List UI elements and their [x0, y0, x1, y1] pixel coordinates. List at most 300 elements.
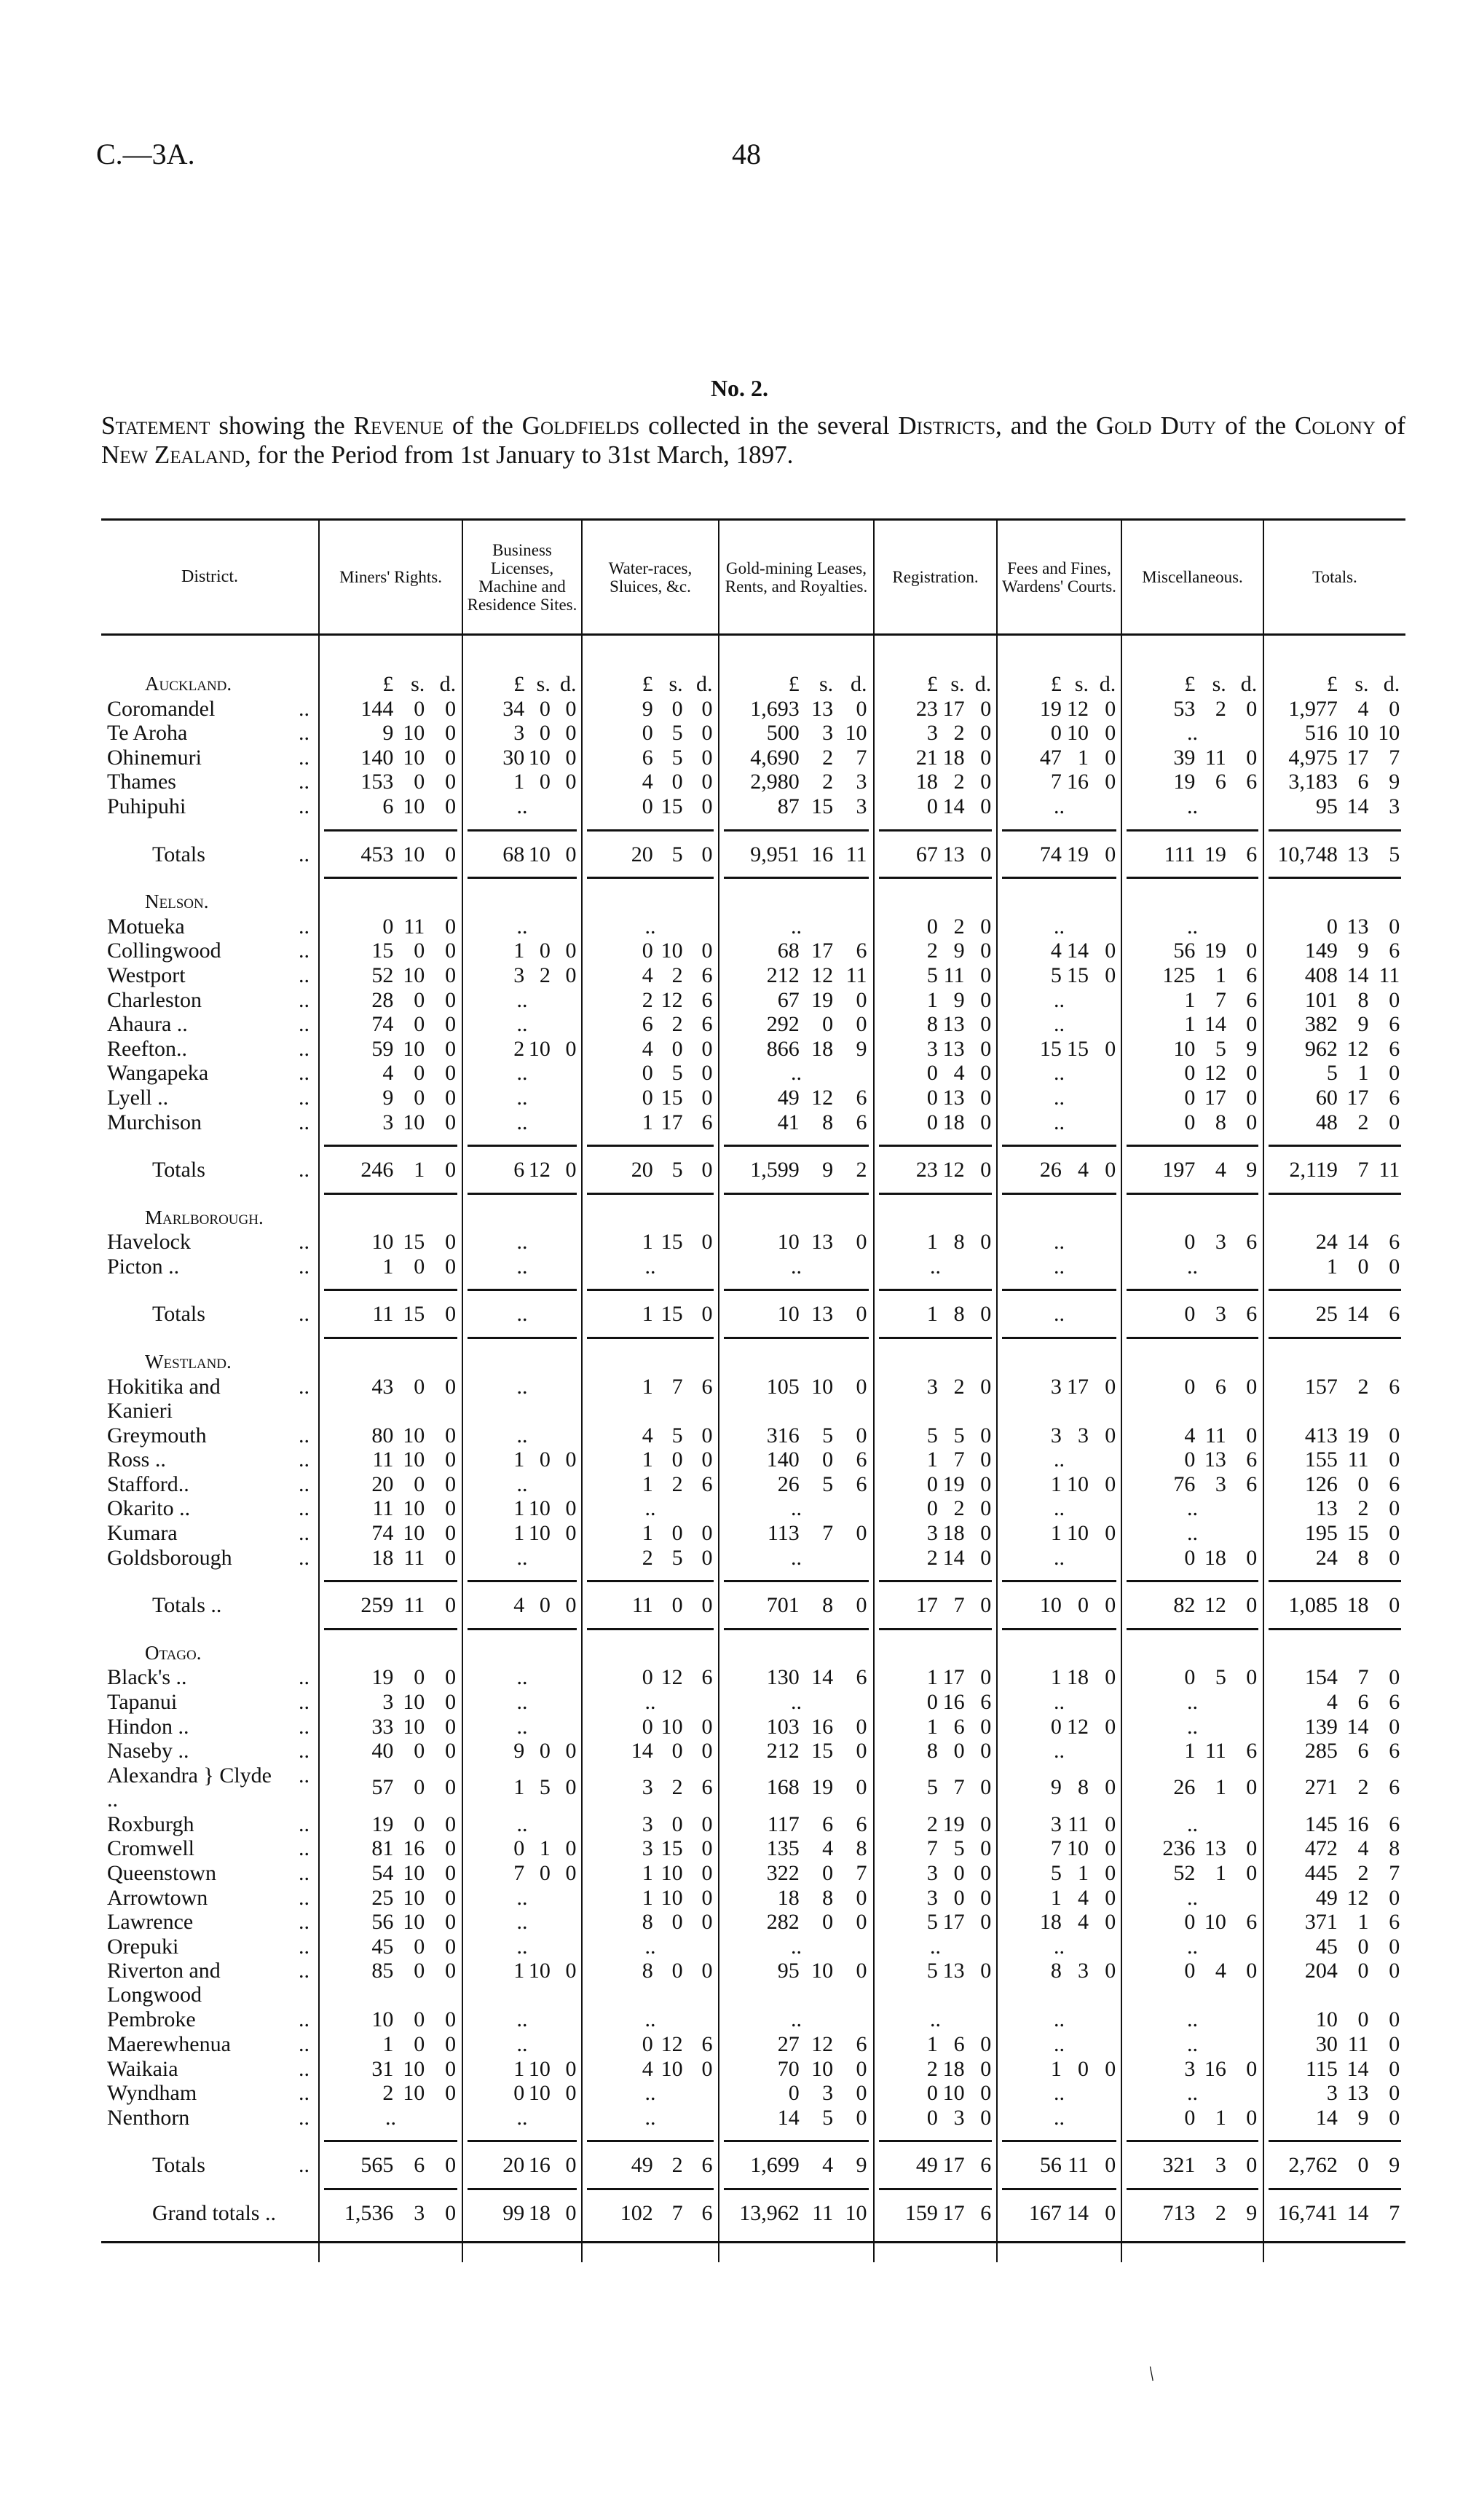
- spacer-cell: [101, 2226, 319, 2262]
- amount: [320, 988, 462, 1013]
- value-cell: [997, 963, 1121, 988]
- shillings: 10: [403, 745, 425, 770]
- amount: [1264, 794, 1405, 819]
- rule-cell: [1121, 1327, 1263, 1350]
- amount: [1264, 1496, 1405, 1521]
- rule-cell: [101, 2178, 319, 2201]
- pounds: 2,119: [1289, 1158, 1338, 1182]
- pence: 7: [856, 1860, 867, 1885]
- pence: 0: [1246, 2105, 1258, 2130]
- pence: 0: [445, 1665, 457, 1690]
- total-rule: [324, 2140, 457, 2142]
- value-cell: [719, 1255, 874, 1279]
- value-cell: [874, 1861, 997, 1886]
- pounds: 103: [766, 1714, 800, 1739]
- amount: [719, 842, 873, 867]
- shillings: 7: [1215, 987, 1226, 1012]
- value-cell: [1121, 1836, 1263, 1861]
- table-row: [101, 1935, 1405, 1959]
- value-cell: [874, 1230, 997, 1255]
- pence: 0: [980, 2081, 992, 2106]
- amount: [463, 770, 581, 794]
- value-cell: [319, 1935, 462, 1959]
- pence: 0: [445, 1521, 457, 1546]
- value-cell: [1263, 2106, 1405, 2130]
- value-cell: [582, 1472, 719, 1497]
- pounds: 9: [513, 1739, 525, 1763]
- district-cell: [101, 1061, 319, 1086]
- amount: [583, 1375, 718, 1399]
- value-cell: [319, 1375, 462, 1423]
- pence: 0: [1105, 1959, 1116, 1983]
- shillings: 0: [671, 1959, 683, 1983]
- empty-value: ..: [1187, 794, 1198, 818]
- pounds: 1,085: [1288, 1593, 1338, 1618]
- shillings: 10: [403, 1910, 425, 1935]
- pounds: 115: [1305, 2056, 1338, 2081]
- pounds: 3: [1326, 2081, 1338, 2106]
- value-cell: [874, 2032, 997, 2057]
- value-cell: [462, 1447, 582, 1472]
- value-cell: [1263, 1665, 1405, 1690]
- value-cell: [319, 1086, 462, 1110]
- empty-value: ..: [791, 1061, 802, 1086]
- rule-cell: [462, 1618, 582, 1641]
- rule-cell: [1263, 819, 1405, 842]
- amount: [875, 842, 996, 867]
- value-cell: [874, 1375, 997, 1423]
- pounds: 0: [642, 1061, 653, 1086]
- value-cell: [719, 1812, 874, 1837]
- shillings: 8: [953, 1302, 965, 1327]
- rule-cell: [874, 819, 997, 842]
- pounds: 3: [926, 721, 938, 746]
- pence: 6: [1246, 1302, 1258, 1327]
- value-cell: [582, 939, 719, 963]
- empty-value: ..: [1054, 1254, 1065, 1279]
- empty-value: ..: [516, 1690, 528, 1714]
- shillings: 14: [942, 794, 965, 818]
- district-cell: [101, 915, 319, 939]
- total-rule: [1127, 877, 1258, 879]
- pounds: 516: [1304, 721, 1338, 746]
- pence: 0: [701, 696, 713, 721]
- pounds: 5: [926, 1959, 938, 1983]
- value-cell: [462, 746, 582, 770]
- table-row: [101, 794, 1405, 819]
- title-word: Goldfields: [521, 411, 640, 440]
- pounds: 3: [926, 1374, 938, 1399]
- pounds: £: [1326, 672, 1338, 696]
- shillings: 5: [671, 1158, 683, 1182]
- district-name: Queenstown: [107, 1860, 216, 1885]
- shillings: 10: [403, 1447, 425, 1472]
- rule-cell: [462, 2130, 582, 2153]
- shillings: 10: [403, 2081, 425, 2106]
- header-row: [101, 520, 1405, 635]
- amount: [1264, 1037, 1405, 1062]
- pounds: 408: [1304, 963, 1338, 987]
- shillings: 2: [1215, 2200, 1226, 2225]
- amount: [719, 2153, 873, 2178]
- total-rule: [1269, 1628, 1401, 1630]
- rule-cell: [319, 1182, 462, 1206]
- value-cell: [1263, 1423, 1405, 1448]
- amount: [320, 1302, 462, 1327]
- pence: 7: [1389, 2200, 1400, 2225]
- amount: [1264, 2007, 1405, 2032]
- table-row: [101, 721, 1405, 746]
- amount: [875, 1715, 996, 1739]
- pounds: 25: [371, 1885, 394, 1910]
- pounds: 8: [642, 1910, 653, 1935]
- pence: 0: [701, 1910, 713, 1935]
- empty-value: ..: [1054, 1690, 1065, 1714]
- pence: 0: [445, 745, 457, 770]
- pounds: 1: [382, 1254, 394, 1279]
- rule-cell: [582, 1570, 719, 1593]
- pounds: 10: [1039, 1593, 1062, 1618]
- pounds: 4: [642, 1036, 653, 1061]
- shillings: 0: [671, 1910, 683, 1935]
- shillings: 1: [539, 1836, 551, 1861]
- district-name: Hindon ..: [107, 1714, 189, 1739]
- amount: [1264, 1690, 1405, 1715]
- empty-value: ..: [516, 1934, 528, 1959]
- pounds: 52: [371, 963, 394, 987]
- rule-row: [101, 819, 1405, 842]
- rule-cell: [101, 1182, 319, 1206]
- pounds: 20: [502, 2153, 525, 2178]
- table-row: [101, 1472, 1405, 1497]
- shillings: 0: [414, 1472, 425, 1496]
- amount: [998, 770, 1121, 794]
- shillings: 10: [403, 794, 425, 818]
- district-cell: [101, 2106, 319, 2130]
- pounds: 0: [1184, 2105, 1196, 2130]
- pence: 11: [845, 963, 867, 987]
- district-name: Reefton..: [107, 1036, 187, 1061]
- pounds: 6: [513, 1158, 525, 1182]
- value-cell: [997, 1935, 1121, 1959]
- pence: 0: [565, 1739, 577, 1763]
- district-cell: [101, 1812, 319, 1837]
- amount: [463, 2153, 581, 2178]
- pence: 0: [1105, 1665, 1116, 1690]
- shillings: 19: [942, 1472, 965, 1496]
- table-row: [101, 1690, 1405, 1715]
- amount: [463, 721, 581, 746]
- amount: [1122, 1546, 1263, 1571]
- shillings: 2: [671, 1012, 683, 1037]
- total-rule: [1127, 2140, 1258, 2142]
- value-cell: [582, 1012, 719, 1037]
- value-cell: [874, 1886, 997, 1911]
- value-cell: [874, 697, 997, 722]
- value-cell: [874, 2153, 997, 2178]
- table-row: [101, 1763, 1405, 1812]
- pence: 0: [1105, 1374, 1116, 1399]
- empty-value: ..: [1054, 1496, 1065, 1521]
- pounds: 101: [1304, 987, 1338, 1012]
- amount: [1264, 2081, 1405, 2106]
- shillings: 10: [528, 1036, 551, 1061]
- value-cell: [462, 1302, 582, 1327]
- value-cell: [319, 2201, 462, 2226]
- shillings: 13: [942, 1012, 965, 1037]
- pounds: 85: [371, 1959, 394, 1983]
- shillings: 0: [1357, 2153, 1369, 2178]
- shillings: 0: [539, 1739, 551, 1763]
- amount: [320, 1593, 462, 1618]
- value-cell: [997, 1472, 1121, 1497]
- value-cell: [1121, 1641, 1263, 1666]
- pence: 0: [445, 1836, 457, 1861]
- pounds: 0: [1184, 1085, 1196, 1110]
- pence: 0: [980, 1447, 992, 1472]
- value-cell: [319, 1739, 462, 1763]
- header-miners-rights: Miners' Rights.: [319, 520, 462, 635]
- pounds: 33: [371, 1714, 394, 1739]
- shillings: 10: [403, 1885, 425, 1910]
- amount: [320, 1836, 462, 1861]
- pence: 0: [1105, 1910, 1116, 1935]
- district-name: Totals: [152, 842, 205, 866]
- shillings: 10: [1067, 721, 1089, 746]
- amount: [1122, 1423, 1263, 1448]
- value-cell: [874, 746, 997, 770]
- value-cell: [462, 1593, 582, 1618]
- value-cell: [319, 697, 462, 722]
- pounds: 3: [642, 1836, 653, 1861]
- pence: 6: [1246, 963, 1258, 987]
- pounds: 59: [371, 1036, 394, 1061]
- pounds: 140: [766, 1447, 800, 1472]
- leader-dots: ..: [299, 963, 309, 987]
- district-name: Ross ..: [107, 1447, 166, 1472]
- pence: 0: [565, 1959, 577, 1983]
- pence: 5: [1389, 842, 1400, 866]
- table-row: [101, 2032, 1405, 2057]
- pence: 0: [856, 1910, 867, 1935]
- value-cell: [462, 1423, 582, 1448]
- pence: 6: [856, 1110, 867, 1134]
- empty-value: ..: [516, 1910, 528, 1935]
- pounds: 1: [1184, 987, 1196, 1012]
- amount: [320, 1012, 462, 1037]
- amount: [719, 963, 873, 988]
- amount: [998, 1521, 1121, 1546]
- district-name: Collingwood: [107, 939, 221, 963]
- shillings: 13: [1346, 914, 1369, 939]
- pounds: 126: [1304, 1472, 1338, 1496]
- pence: 6: [980, 2200, 992, 2225]
- amount: [1264, 915, 1405, 939]
- value-cell: [1263, 1690, 1405, 1715]
- pounds: 4: [382, 1061, 394, 1086]
- leader-dots: ..: [299, 2031, 309, 2056]
- shillings: 10: [1067, 1836, 1089, 1861]
- shillings: 6: [414, 2153, 425, 2178]
- total-rule: [324, 1145, 457, 1147]
- rule-cell: [101, 819, 319, 842]
- value-cell: [874, 1593, 997, 1618]
- shillings: 0: [414, 987, 425, 1012]
- amount: [1122, 1061, 1263, 1086]
- pounds: 1: [1184, 1739, 1196, 1763]
- rule-cell: [319, 819, 462, 842]
- pence: 6: [1389, 1690, 1400, 1714]
- shillings: 0: [953, 1860, 965, 1885]
- pounds: 8: [926, 1739, 938, 1763]
- value-cell: [582, 1496, 719, 1521]
- shillings: 4: [1215, 1158, 1226, 1182]
- pounds: 0: [926, 1085, 938, 1110]
- shillings: 12: [1346, 1036, 1369, 1061]
- value-cell: [462, 890, 582, 915]
- amount: [998, 963, 1121, 988]
- amount: [719, 1836, 873, 1861]
- value-cell: [319, 2106, 462, 2130]
- shillings: 9: [822, 1158, 834, 1182]
- amount: [583, 1812, 718, 1837]
- pounds: 0: [1184, 1665, 1196, 1690]
- value-cell: [719, 1375, 874, 1423]
- value-cell: [997, 1375, 1121, 1423]
- value-cell: [719, 1861, 874, 1886]
- value-cell: [1121, 1012, 1263, 1037]
- shillings: 8: [1078, 1775, 1089, 1800]
- pounds: 30: [502, 745, 525, 770]
- leader-dots: ..: [299, 1690, 309, 1714]
- pence: 0: [1246, 1374, 1258, 1399]
- district-cell: [101, 1447, 319, 1472]
- pence: 0: [856, 1374, 867, 1399]
- shillings: 7: [953, 1447, 965, 1472]
- district-name: Totals: [152, 2153, 205, 2178]
- amount: [463, 746, 581, 770]
- pounds: 19: [371, 1812, 394, 1836]
- pence: 6: [1389, 1230, 1400, 1255]
- amount: [719, 1423, 873, 1448]
- pounds: 30: [1315, 2031, 1338, 2056]
- district-cell: [101, 1886, 319, 1911]
- shillings: 4: [1215, 1959, 1226, 1983]
- value-cell: [462, 1061, 582, 1086]
- value-cell: [1121, 1302, 1263, 1327]
- value-cell: [582, 1690, 719, 1715]
- pounds: 56: [371, 1910, 394, 1935]
- total-rule: [1127, 1193, 1258, 1195]
- shillings: 15: [1067, 963, 1089, 987]
- value-cell: [1263, 1496, 1405, 1521]
- value-cell: [319, 2153, 462, 2178]
- value-cell: [1121, 1375, 1263, 1423]
- pence: 0: [701, 1714, 713, 1739]
- shillings: 0: [414, 1739, 425, 1763]
- pounds: 67: [915, 842, 938, 866]
- leader-dots: ..: [299, 1158, 309, 1182]
- value-cell: [1263, 1910, 1405, 1935]
- value-cell: [1121, 2153, 1263, 2178]
- district-cell: [101, 1739, 319, 1763]
- amount: [1122, 1739, 1263, 1763]
- spacer-cell: [319, 2226, 462, 2262]
- pence: 0: [856, 1739, 867, 1763]
- leader-dots: ..: [299, 794, 309, 818]
- shillings: 14: [1067, 939, 1089, 963]
- value-cell: [319, 794, 462, 819]
- amount: [1264, 1423, 1405, 1448]
- empty-value: ..: [1054, 1447, 1065, 1472]
- spacer-cell: [1263, 2226, 1405, 2262]
- shillings: 0: [414, 939, 425, 963]
- value-cell: [719, 1935, 874, 1959]
- pounds: 4,690: [750, 745, 800, 770]
- pence: 6: [701, 2153, 713, 2178]
- value-cell: [874, 1690, 997, 1715]
- shillings: 8: [822, 1885, 834, 1910]
- total-rule: [1002, 829, 1116, 832]
- total-rule: [1002, 1193, 1116, 1195]
- value-cell: [874, 1061, 997, 1086]
- pence: 0: [565, 2081, 577, 2106]
- pounds: 5: [926, 1775, 938, 1800]
- value-cell: [1263, 1739, 1405, 1763]
- amount: [1264, 1012, 1405, 1037]
- table-row: [101, 1546, 1405, 1571]
- value-cell: [582, 1086, 719, 1110]
- rule-cell: [582, 2130, 719, 2153]
- value-cell: [582, 1763, 719, 1812]
- value-cell: [319, 842, 462, 867]
- district-cell: [101, 1423, 319, 1448]
- pence: 0: [565, 963, 577, 987]
- shillings: 4: [822, 1836, 834, 1861]
- value-cell: [319, 1302, 462, 1327]
- shillings: 15: [660, 1085, 683, 1110]
- amount: [719, 1447, 873, 1472]
- district-name: Alexandra } Clyde ..: [107, 1763, 272, 1812]
- pounds: 11: [631, 1593, 653, 1618]
- amount: [875, 1158, 996, 1182]
- amount: [320, 1255, 462, 1279]
- value-cell: [1263, 2057, 1405, 2082]
- amount: [1122, 1037, 1263, 1062]
- shillings: 0: [822, 1447, 834, 1472]
- pounds: 0: [1184, 1374, 1196, 1399]
- total-rule: [587, 1580, 714, 1582]
- pence: 0: [980, 1959, 992, 1983]
- empty-value: ..: [516, 1302, 528, 1327]
- pence: 0: [1105, 963, 1116, 987]
- rule-cell: [997, 1618, 1121, 1641]
- pounds: 4: [642, 770, 653, 794]
- table-row: [101, 770, 1405, 794]
- pounds: 125: [1162, 963, 1196, 987]
- value-cell: [997, 1861, 1121, 1886]
- value-cell: [462, 697, 582, 722]
- rule-row: [101, 1279, 1405, 1302]
- amount: [998, 2201, 1121, 2226]
- value-cell: [874, 1546, 997, 1571]
- shillings: 8: [953, 1230, 965, 1255]
- value-cell: [997, 1763, 1121, 1812]
- shillings: 0: [671, 1521, 683, 1546]
- pence: 0: [980, 696, 992, 721]
- table-body: [101, 635, 1405, 2262]
- pence: 0: [1105, 2200, 1116, 2225]
